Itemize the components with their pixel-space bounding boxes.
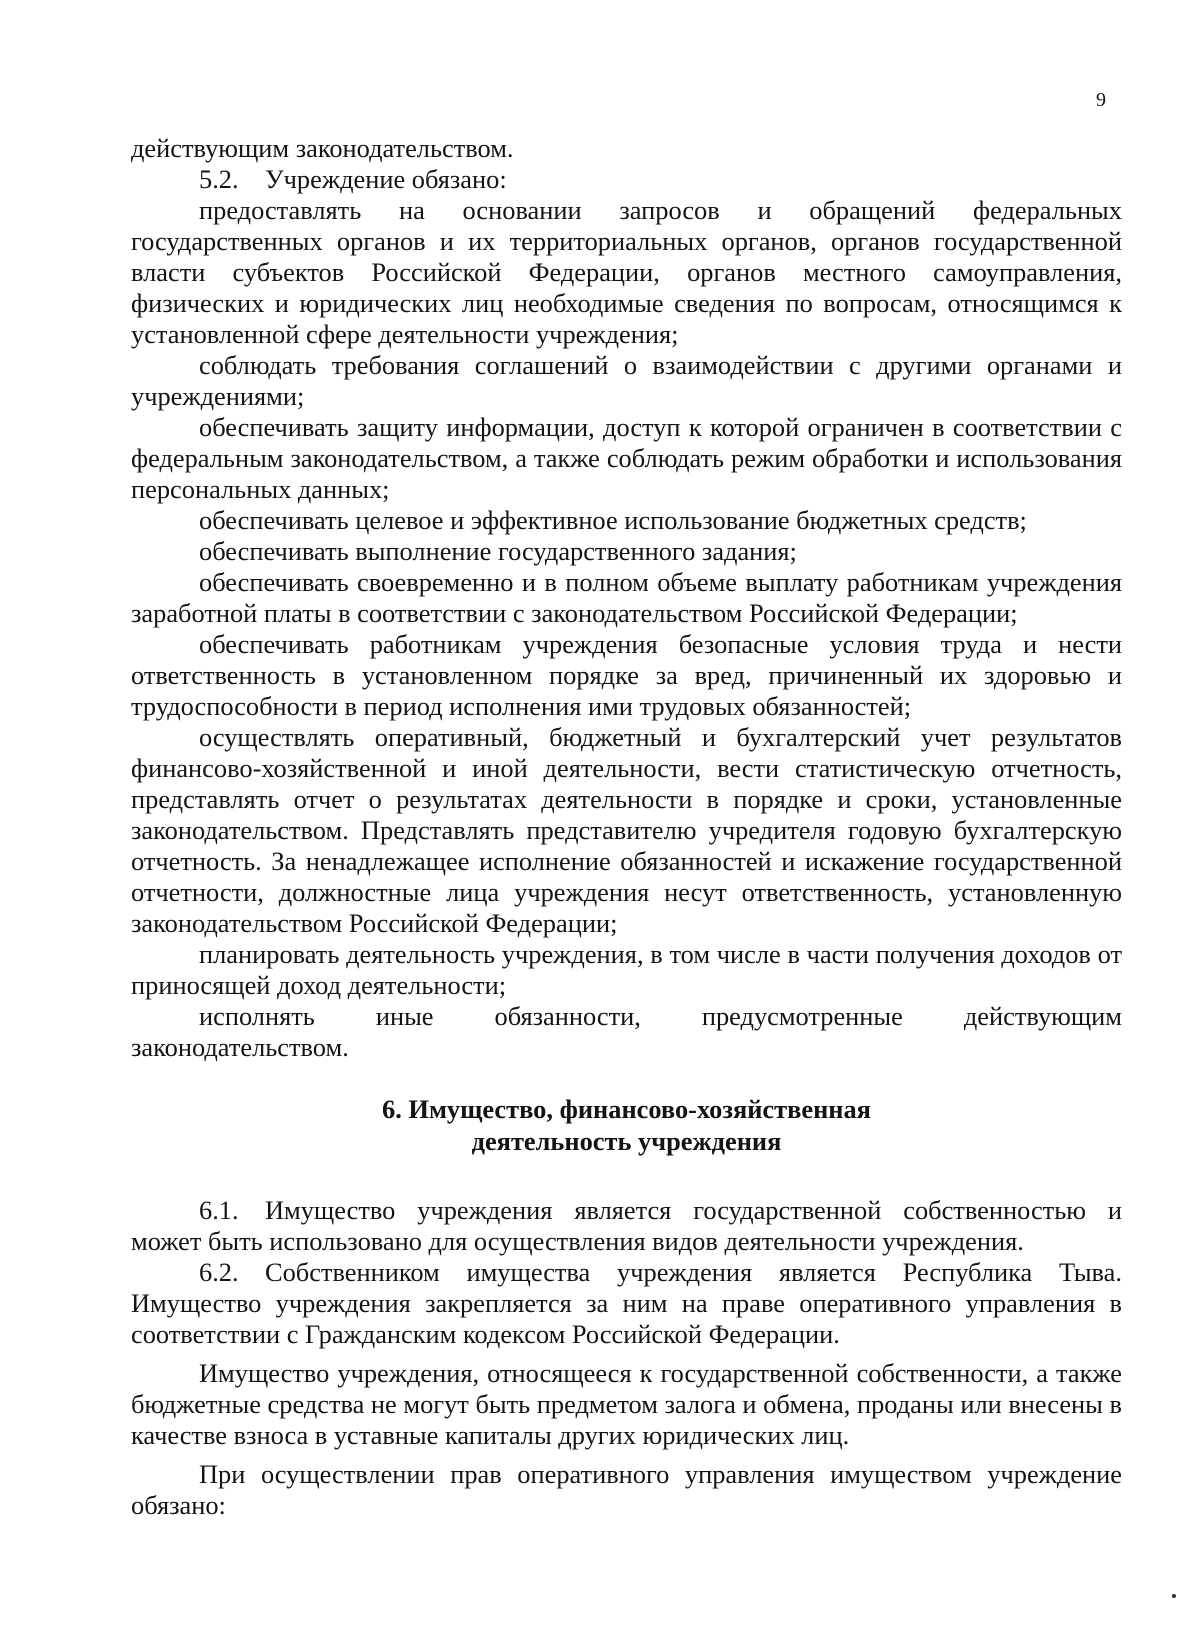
section6-heading-line1: 6. Имущество, финансово-хозяйственная xyxy=(382,1094,871,1124)
section5-lead-text: действующим законодательством. xyxy=(131,133,514,163)
duty-paragraph: осуществлять оперативный, бюджетный и бухгалтерский учет результатов финансово-хозяйственной и иной деятельности, вести статистическую отчетность, представлять отчет о результатах деятельности в порядке и сроки, установленные законодательством. Представлять представителю учредителя годовую бухгалтерскую отчетность. За ненадлежащее исполнение обязанностей и искажение государственной отчетности, должностные лица учреждения несут ответственность, установленную законодательством Российской Федерации; xyxy=(131,722,1122,938)
property-restriction-paragraph: Имущество учреждения, относящееся к государственной собственности, а также бюджетные средства не могут быть предметом залога и обмена, проданы или внесены в качестве взноса в уставные капиталы других юридических лиц. xyxy=(131,1358,1122,1450)
duty-paragraph: соблюдать требования соглашений о взаимодействии с другими органами и учреждениями; xyxy=(131,350,1122,411)
duty-paragraph: исполнять иные обязанности, предусмотренные действующим законодательством. xyxy=(131,1001,1122,1062)
clause-6-1: 6.1. Имущество учреждения является государственной собственностью и может быть использовано для осуществления видов деятельности учреждения. xyxy=(131,1195,1122,1256)
duty-paragraph: обеспечивать работникам учреждения безопасные условия труда и нести ответственность в установленном порядке за вред, причиненный их здоровью и трудоспособности в период исполнения ими трудовых обязанностей; xyxy=(131,629,1122,721)
section6-heading xyxy=(131,1093,1122,1157)
scan-speck xyxy=(1172,1594,1176,1598)
document-body xyxy=(131,133,1122,1521)
duty-paragraph: обеспечивать защиту информации, доступ к которой ограничен в соответствии с федеральным законодательством, а также соблюдать режим обработки и использования персональных данных; xyxy=(131,412,1122,504)
paragraph-gap xyxy=(131,1451,1122,1459)
section6-heading-line2: деятельность учреждения xyxy=(471,1126,782,1156)
duty-paragraph: обеспечивать целевое и эффективное использование бюджетных средств; xyxy=(199,505,1027,535)
duty-paragraph: планировать деятельность учреждения, в том числе в части получения доходов от приносящей доход деятельности; xyxy=(131,939,1122,1000)
page-number: 9 xyxy=(1096,89,1106,111)
duty-paragraph: обеспечивать выполнение государственного задания; xyxy=(199,536,797,566)
clause-6-2: 6.2. Собственником имущества учреждения является Республика Тыва. Имущество учреждения закрепляется за ним на праве оперативного управления в соответствии с Гражданским кодексом Российской Федерации. xyxy=(131,1257,1122,1349)
duty-paragraph: обеспечивать своевременно и в полном объеме выплату работникам учреждения заработной платы в соответствии с законодательством Российской Федерации; xyxy=(131,567,1122,628)
clause-5-2: 5.2. Учреждение обязано: xyxy=(199,164,507,194)
operational-management-paragraph: При осуществлении прав оперативного управления имуществом учреждение обязано: xyxy=(131,1459,1122,1520)
paragraph-gap xyxy=(131,1350,1122,1358)
duty-paragraph: предоставлять на основании запросов и обращений федеральных государственных органов и их территориальных органов, органов государственной власти субъектов Российской Федерации, органов местного самоуправления, физических и юридических лиц необходимые сведения по вопросам, относящимся к установленной сфере деятельности учреждения; xyxy=(131,195,1122,349)
